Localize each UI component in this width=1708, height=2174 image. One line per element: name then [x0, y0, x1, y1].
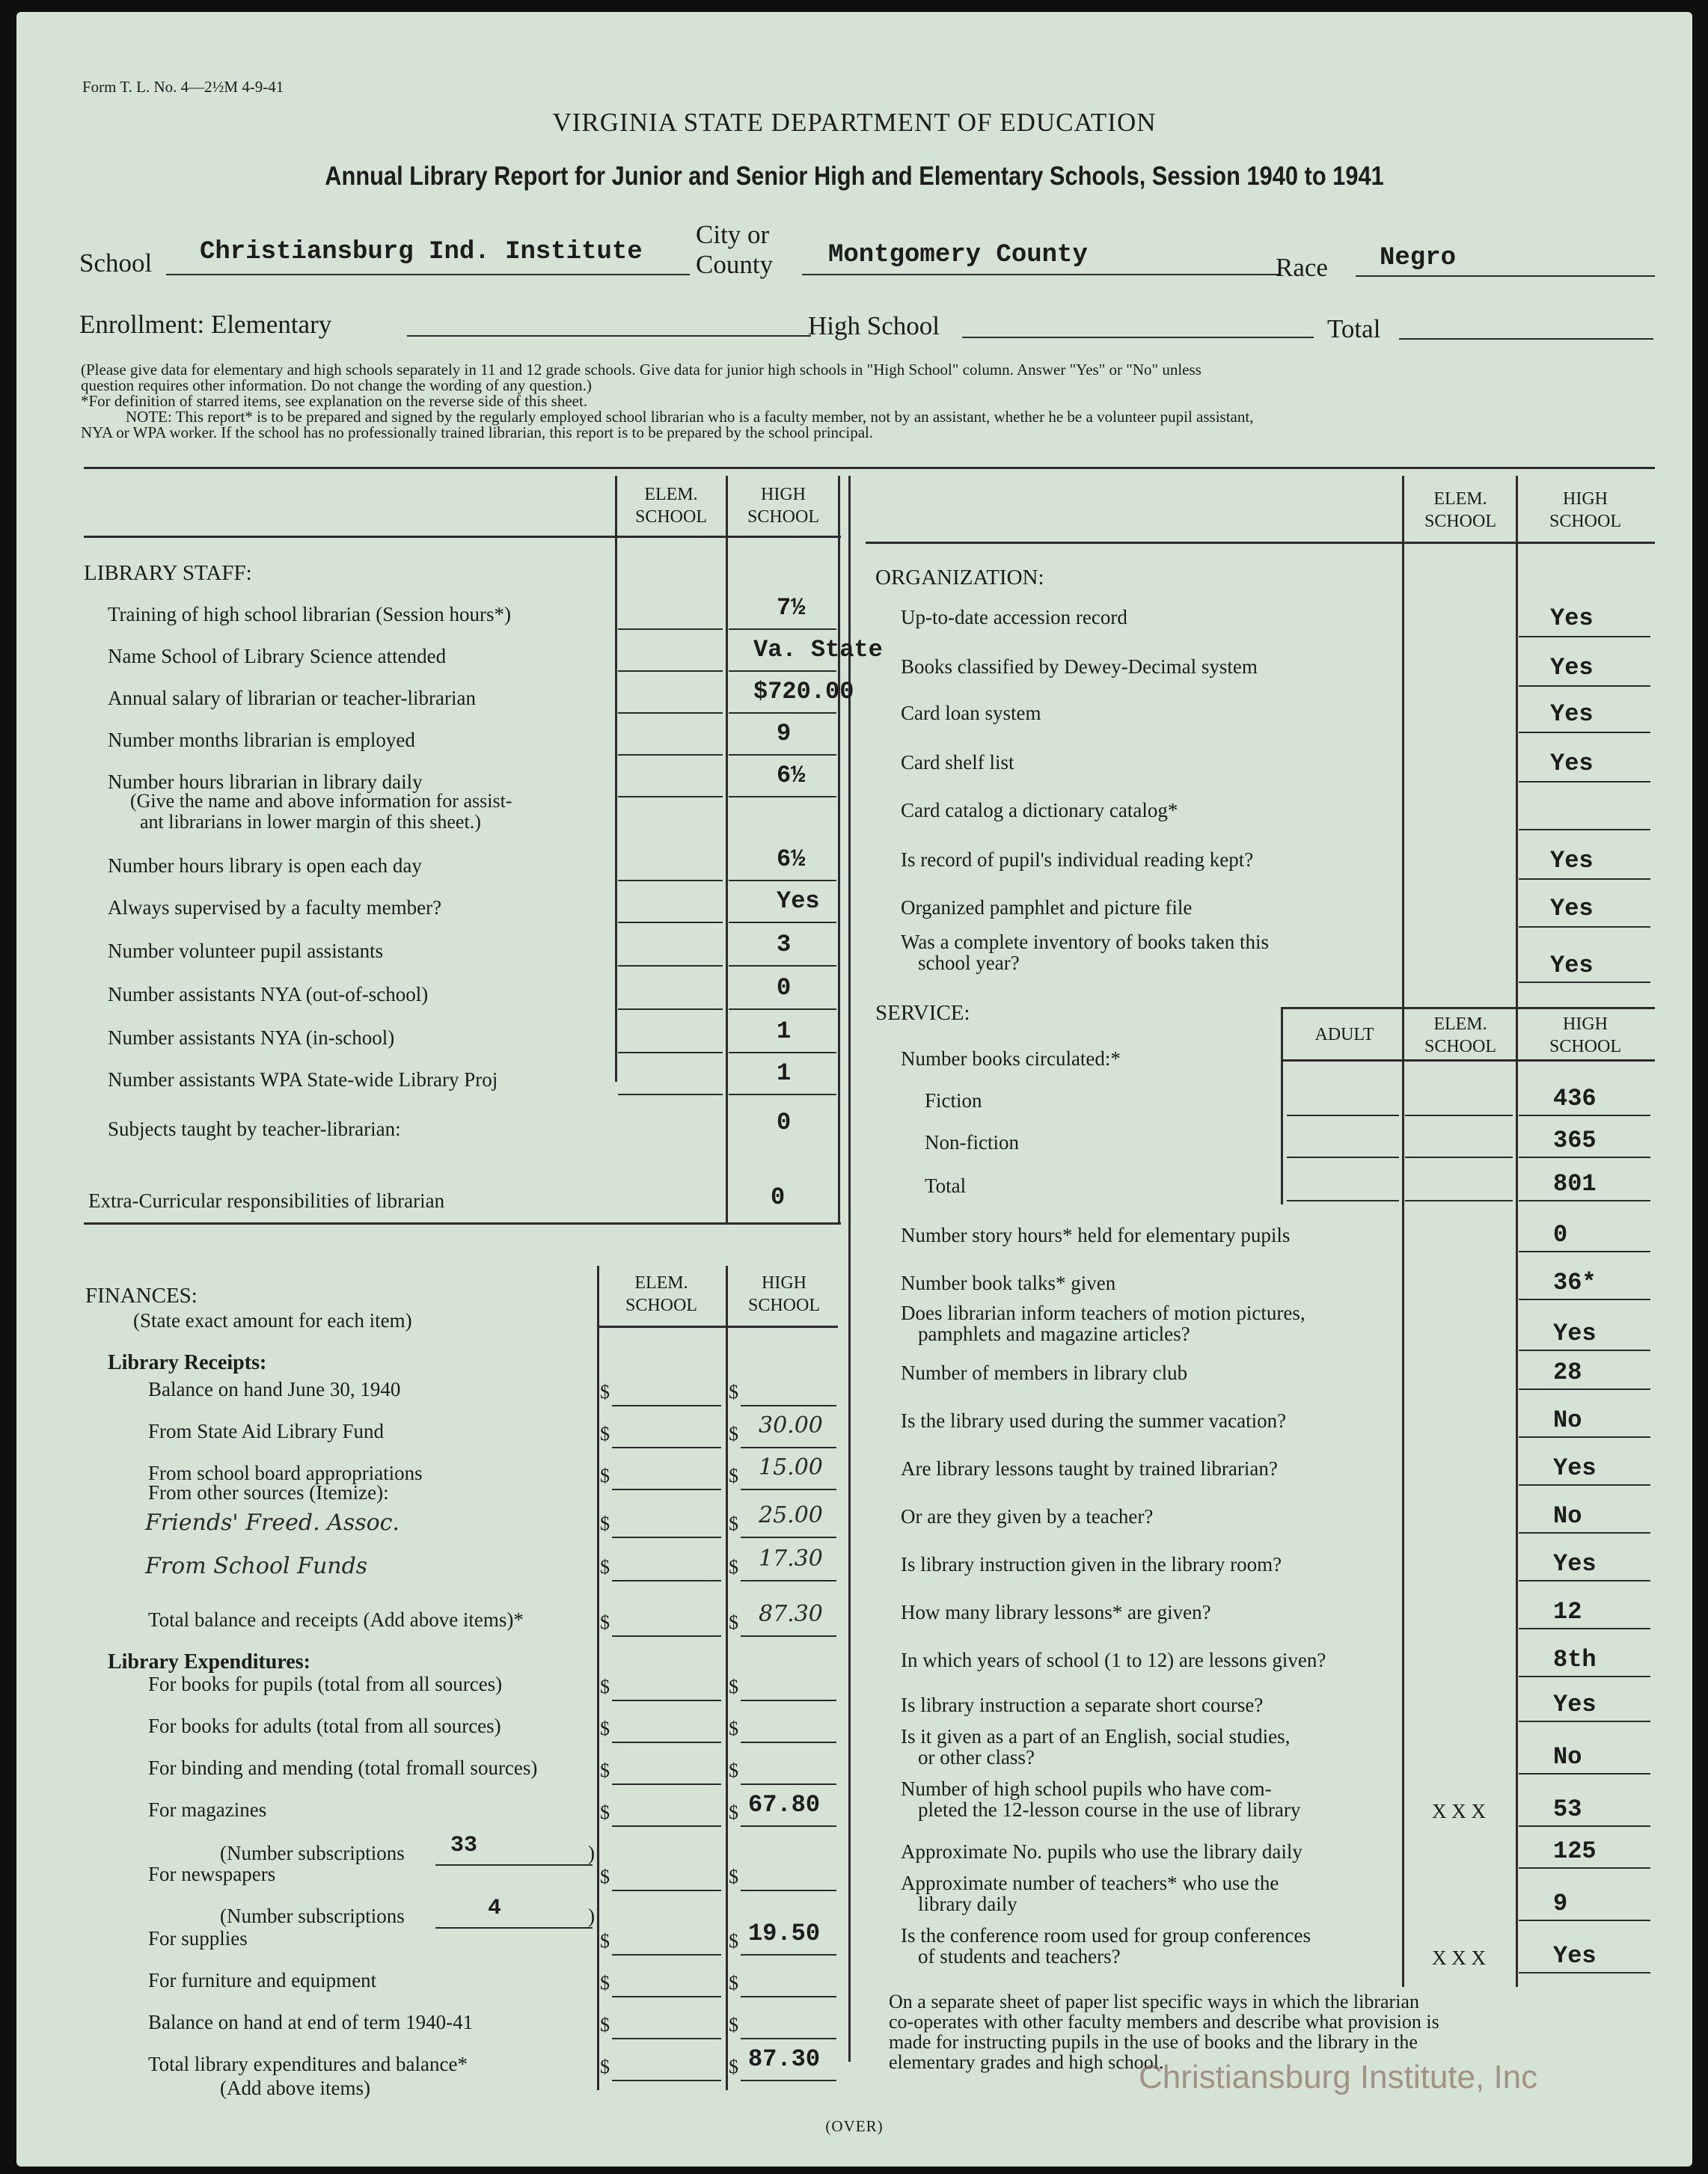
- total-receipts-label: Total balance and receipts (Add above items)*: [148, 1608, 524, 1631]
- other-source-label: Friends' Freed. Assoc.: [145, 1510, 400, 1536]
- org-row-label: Books classified by Dewey-Decimal system: [901, 655, 1258, 678]
- org-row-label: Is record of pupil's individual reading kept?: [901, 848, 1254, 871]
- high-dollar-sign: $: [729, 2014, 738, 2036]
- circulated-row-value: 436: [1553, 1085, 1597, 1112]
- high-dollar-sign: $: [729, 1866, 738, 1887]
- cell-line: [741, 1447, 836, 1448]
- service-row-label-cont: or other class?: [918, 1746, 1035, 1769]
- cell-line: [1519, 781, 1650, 783]
- circulated-row-label: Non-fiction: [925, 1131, 1019, 1154]
- service-row-label: Is it given as a part of an English, social studies,: [901, 1725, 1291, 1748]
- cell-line: [1519, 1115, 1650, 1116]
- service-row-label: Number story hours* held for elementary pupils: [901, 1224, 1291, 1246]
- cell-line: [1519, 1972, 1650, 1974]
- high-dollar-sign: $: [729, 1423, 738, 1445]
- cell-line: [1519, 685, 1650, 687]
- elem-dollar-sign: $: [600, 1423, 610, 1445]
- staff-row-label: Training of high school librarian (Session hours*): [108, 603, 511, 625]
- service-row-value: Yes: [1553, 1454, 1597, 1482]
- instructions: (Please give data for elementary and high schools separately in 11 and 12 grade schools. Give data for junior high schools in "High School" column. Answer "Yes" or "No" unless question requires other information. Do not change the wording of any question.) *For definition of starred items, see explanation on the reverse side of this sheet. NOTE: This report* is to be prepared and signed by the regularly employed school librarian who is a faculty member, not by an assistant, whether he be a volunteer pupil assistant, NYA or WPA worker. If the school has no professionally trained librarian, this report is to be prepared by the school principal.: [81, 361, 1254, 441]
- extra-curricular-label: Extra-Curricular responsibilities of librarian: [88, 1189, 445, 1212]
- total-receipts-value: 87.30: [759, 1601, 823, 1627]
- service-row-value: Yes: [1553, 1320, 1597, 1347]
- staff-row-value: 9: [777, 720, 792, 747]
- service-row-label: Number of members in library club: [901, 1362, 1188, 1384]
- cell-line: [729, 922, 836, 923]
- cell-line: [618, 1052, 723, 1053]
- finance-row-label: For binding and mending (total fromall sources): [148, 1757, 538, 1779]
- high-dollar-sign: $: [729, 1381, 738, 1403]
- cell-line: [612, 2038, 721, 2039]
- high-dollar-sign: $: [729, 2056, 738, 2077]
- cell-line: [1519, 1350, 1650, 1351]
- circulated-label: Number books circulated:*: [901, 1047, 1121, 1070]
- staff-row-label: Number assistants NYA (in-school): [108, 1026, 395, 1049]
- cell-line: [1519, 1867, 1650, 1869]
- furniture-label: For furniture and equipment: [148, 1969, 377, 1991]
- staff-row-value: 6½: [777, 762, 806, 789]
- staff-row-label: Number months librarian is employed: [108, 729, 415, 751]
- service-row-label-cont: pleted the 12-lesson course in the use of library: [918, 1798, 1301, 1821]
- staff-row-value: 0: [777, 1109, 792, 1136]
- high-dollar-sign: $: [729, 1760, 738, 1781]
- cell-line: [612, 1537, 721, 1538]
- county-label: County: [696, 250, 774, 279]
- cell-line: [1519, 1580, 1650, 1581]
- high-dollar-sign: $: [729, 1718, 738, 1739]
- cell-line: [741, 2080, 836, 2081]
- cell-line: [618, 712, 723, 714]
- news-subs-value: 4: [488, 1896, 502, 1921]
- cell-line: [612, 2080, 721, 2081]
- service-row-label: Approximate No. pupils who use the library daily: [901, 1840, 1303, 1863]
- staff-row-label: Subjects taught by teacher-librarian:: [108, 1118, 401, 1140]
- staff-row-value: Va. State: [753, 636, 883, 664]
- inventory-label-1: Was a complete inventory of books taken this: [901, 931, 1269, 953]
- circulated-row-value: 801: [1553, 1170, 1597, 1198]
- org-row-value: Yes: [1550, 847, 1594, 875]
- staff-row-value: 7½: [777, 594, 806, 622]
- total-expenditures-label: Total library expenditures and balance*: [148, 2053, 468, 2075]
- fin-elem-header: ELEM. SCHOOL: [625, 1273, 697, 1315]
- cell-line: [1519, 926, 1650, 928]
- staff-row-label: Always supervised by a faculty member?: [108, 896, 442, 919]
- org-row-label: Organized pamphlet and picture file: [901, 896, 1193, 919]
- enrollment-label: Enrollment: Elementary: [79, 310, 332, 339]
- finance-row-label: For magazines: [148, 1798, 267, 1821]
- service-row-value: 53: [1553, 1795, 1582, 1823]
- cell-line: [612, 1580, 721, 1581]
- cell-line: [729, 965, 836, 967]
- high-dollar-sign: $: [729, 1556, 738, 1578]
- elem-dollar-sign: $: [600, 1760, 610, 1781]
- school-label: School: [79, 248, 153, 278]
- cell-line: [612, 1489, 721, 1490]
- elem-dollar-sign: $: [600, 1556, 610, 1578]
- xxx-mark: X X X: [1432, 1947, 1486, 1969]
- service-row-label-cont: of students and teachers?: [918, 1945, 1121, 1968]
- staff-row-label: Number assistants WPA State-wide Library Proj: [108, 1068, 498, 1091]
- service-row-value: 36*: [1553, 1269, 1597, 1296]
- cell-line: [741, 1742, 836, 1743]
- cell-line: [741, 1580, 836, 1581]
- total-label: Total: [1327, 314, 1381, 343]
- extra-curricular-value: 0: [771, 1184, 786, 1211]
- service-row-value: 0: [1553, 1221, 1568, 1249]
- cell-line: [612, 1742, 721, 1743]
- cell-line: [741, 1783, 836, 1785]
- staff-row-label: Name School of Library Science attended: [108, 645, 447, 667]
- supplies-label: For supplies: [148, 1927, 248, 1950]
- cell-line: [1519, 1773, 1650, 1775]
- service-row-label: Approximate number of teachers* who use the: [901, 1872, 1279, 1894]
- svc-elem-header: ELEM. SCHOOL: [1424, 1014, 1496, 1056]
- race-label: Race: [1276, 253, 1328, 282]
- cell-line: [618, 754, 723, 756]
- service-row-value: No: [1553, 1743, 1582, 1771]
- fin-high-header: HIGH SCHOOL: [747, 1273, 820, 1315]
- receipts-heading: Library Receipts:: [108, 1351, 267, 1374]
- high-dollar-sign: $: [729, 1801, 738, 1823]
- cell-line: [618, 922, 723, 923]
- cell-line: [618, 1094, 723, 1095]
- other-source-label: From School Funds: [145, 1553, 368, 1579]
- report-subtitle: Annual Library Report for Junior and Senior High and Elementary Schools, Session 1940 to 1941: [325, 162, 1384, 191]
- cell-line: [1405, 1200, 1513, 1201]
- cell-line: [741, 1537, 836, 1538]
- service-row-label: Is library instruction given in the library room?: [901, 1553, 1282, 1576]
- elem-dollar-sign: $: [600, 1676, 610, 1697]
- cell-line: [741, 1996, 836, 1997]
- org-row-label: Card catalog a dictionary catalog*: [901, 799, 1178, 821]
- form-id: Form T. L. No. 4—2½M 4-9-41: [82, 78, 284, 96]
- cell-line: [612, 1783, 721, 1785]
- org-row-label: Up-to-date accession record: [901, 606, 1127, 628]
- adult-header: ADULT: [1314, 1025, 1374, 1044]
- cell-line: [729, 754, 836, 756]
- cell-line: [612, 1405, 721, 1406]
- high-dollar-sign: $: [729, 1676, 738, 1697]
- cell-line: [612, 1700, 721, 1701]
- service-row-label: Is the library used during the summer vacation?: [901, 1409, 1287, 1432]
- cell-line: [1519, 1721, 1650, 1722]
- cell-line: [741, 2038, 836, 2039]
- cell-line: [729, 796, 836, 797]
- service-row-label: Number of high school pupils who have com-: [901, 1778, 1272, 1800]
- service-row-value: No: [1553, 1406, 1582, 1434]
- inventory-label-2: school year?: [918, 952, 1020, 974]
- finance-row-label: From school board appropriations: [148, 1462, 423, 1484]
- cell-line: [618, 965, 723, 967]
- cell-line: [741, 1954, 836, 1956]
- supplies-value: 19.50: [748, 1920, 821, 1947]
- org-elem-header: ELEM. SCHOOL: [1424, 489, 1496, 531]
- service-row-value: No: [1553, 1502, 1582, 1530]
- cell-line: [741, 1635, 836, 1637]
- service-heading: SERVICE:: [875, 1001, 970, 1025]
- balance-end-label: Balance on hand at end of term 1940-41: [148, 2011, 474, 2033]
- staff-row-label: Number hours librarian in library daily: [108, 771, 423, 793]
- high-school-label: High School: [808, 311, 940, 340]
- service-row-value: 9: [1553, 1890, 1568, 1917]
- cell-line: [1519, 1532, 1650, 1534]
- cell-line: [741, 1489, 836, 1490]
- page-title: VIRGINIA STATE DEPARTMENT OF EDUCATION: [552, 108, 1157, 137]
- cell-line: [618, 1008, 723, 1010]
- service-row-label: How many library lessons* are given?: [901, 1601, 1211, 1623]
- org-row-value: Yes: [1550, 895, 1594, 922]
- high-dollar-sign: $: [729, 1465, 738, 1486]
- org-row-value: Yes: [1550, 604, 1594, 632]
- org-row-label: Card loan system: [901, 702, 1041, 724]
- elem-dollar-sign: $: [600, 1930, 610, 1952]
- library-staff-heading: LIBRARY STAFF:: [84, 561, 252, 585]
- organization-heading: ORGANIZATION:: [875, 566, 1044, 590]
- elem-dollar-sign: $: [600, 1866, 610, 1887]
- finance-row-value: 25.00: [759, 1502, 823, 1528]
- cell-line: [618, 796, 723, 797]
- elem-dollar-sign: $: [600, 1381, 610, 1403]
- cell-line: [729, 712, 836, 714]
- cell-line: [1519, 636, 1650, 637]
- cell-line: [1519, 1200, 1650, 1201]
- staff-row-value: 6½: [777, 845, 806, 873]
- high-dollar-sign: $: [729, 1930, 738, 1952]
- cell-line: [612, 1954, 721, 1956]
- cell-line: [612, 1635, 721, 1637]
- finance-row-value: 30.00: [759, 1412, 823, 1439]
- mag-subs-value: 33: [450, 1833, 478, 1858]
- elem-dollar-sign: $: [600, 1611, 610, 1633]
- service-row-value: 8th: [1553, 1646, 1597, 1674]
- cell-line: [729, 1008, 836, 1010]
- cell-line: [729, 628, 836, 630]
- cell-line: [612, 1996, 721, 1997]
- service-row-label: Is library instruction a separate short course?: [901, 1694, 1264, 1716]
- cell-line: [1519, 1920, 1650, 1921]
- other-sources-label: From other sources (Itemize):: [148, 1481, 389, 1504]
- cell-line: [1519, 1299, 1650, 1300]
- high-dollar-sign: $: [729, 1611, 738, 1633]
- cell-line: [1287, 1157, 1399, 1158]
- cell-line: [1519, 1436, 1650, 1438]
- staff-row-value: 1: [777, 1017, 792, 1045]
- school-value: Christiansburg Ind. Institute: [200, 238, 643, 266]
- high-dollar-sign: $: [729, 1513, 738, 1534]
- circulated-row-value: 365: [1553, 1127, 1597, 1154]
- elem-dollar-sign: $: [600, 2014, 610, 2036]
- staff-row-value: 3: [777, 931, 792, 958]
- finance-row-label: For books for adults (total from all sources): [148, 1715, 501, 1737]
- finances-subheading: (State exact amount for each item): [133, 1309, 412, 1332]
- svc-high-header: HIGH SCHOOL: [1549, 1014, 1621, 1056]
- staff-row-value: Yes: [777, 887, 820, 915]
- staff-row-label: Annual salary of librarian or teacher-librarian: [108, 687, 476, 709]
- cell-line: [435, 1927, 593, 1929]
- county-value: Montgomery County: [828, 241, 1088, 269]
- cell-line: [1519, 878, 1650, 880]
- cell-line: [435, 1864, 593, 1866]
- xxx-mark: X X X: [1432, 1800, 1486, 1822]
- expenditures-heading: Library Expenditures:: [108, 1650, 310, 1674]
- finance-row-value: 15.00: [759, 1454, 823, 1481]
- service-row-label: Number book talks* given: [901, 1272, 1116, 1294]
- staff-row-value: 0: [777, 974, 792, 1002]
- cell-line: [729, 1052, 836, 1053]
- cell-line: [741, 1405, 836, 1406]
- service-row-value: 12: [1553, 1598, 1582, 1626]
- org-row-value: Yes: [1550, 700, 1594, 728]
- service-row-label: Are library lessons taught by trained librarian?: [901, 1457, 1278, 1480]
- finance-row-label: For books for pupils (total from all sources): [148, 1673, 503, 1695]
- service-row-value: 125: [1553, 1837, 1597, 1865]
- cell-line: [741, 1700, 836, 1701]
- cell-line: [741, 1890, 836, 1891]
- newspapers-label: For newspapers: [148, 1863, 276, 1885]
- service-row-value: Yes: [1553, 1550, 1597, 1578]
- org-row-value: Yes: [1550, 654, 1594, 682]
- cell-line: [729, 880, 836, 881]
- finance-row-value: 17.30: [759, 1546, 823, 1572]
- org-high-header: HIGH SCHOOL: [1549, 489, 1621, 531]
- service-row-label: Is the conference room used for group conferences: [901, 1924, 1311, 1947]
- watermark: Christiansburg Institute, Inc: [1139, 2059, 1538, 2095]
- cell-line: [741, 1825, 836, 1827]
- mag-subs-label: (Number subscriptions: [220, 1842, 405, 1864]
- cell-line: [612, 1447, 721, 1448]
- org-row-label: Card shelf list: [901, 751, 1014, 774]
- service-row-value: Yes: [1553, 1942, 1597, 1970]
- service-row-value: 28: [1553, 1359, 1582, 1386]
- cell-line: [1287, 1115, 1399, 1116]
- staff-note-2: ant librarians in lower margin of this sheet.): [140, 811, 481, 833]
- finance-row-value: 67.80: [748, 1791, 821, 1819]
- high-school-header: HIGH SCHOOL: [747, 485, 819, 527]
- service-row-value: Yes: [1553, 1691, 1597, 1718]
- staff-row-label: Number hours library is open each day: [108, 854, 422, 877]
- finances-heading: FINANCES:: [85, 1284, 198, 1308]
- cell-line: [729, 1094, 836, 1095]
- service-row-label-cont: library daily: [918, 1893, 1017, 1915]
- elem-dollar-sign: $: [600, 1972, 610, 1994]
- total-exp-sub: (Add above items): [220, 2077, 370, 2099]
- high-dollar-sign: $: [729, 1972, 738, 1994]
- cell-line: [618, 670, 723, 672]
- service-row-label: Or are they given by a teacher?: [901, 1505, 1154, 1528]
- service-row-label: Does librarian inform teachers of motion pictures,: [901, 1302, 1306, 1324]
- cell-line: [729, 670, 836, 672]
- cell-line: [618, 880, 723, 881]
- cell-line: [612, 1825, 721, 1827]
- org-row-value: Yes: [1550, 750, 1594, 777]
- staff-note-1: (Give the name and above information for assist-: [130, 790, 512, 812]
- cell-line: [1519, 1388, 1650, 1390]
- news-subs-close: ): [588, 1905, 595, 1927]
- staff-row-label: Number volunteer pupil assistants: [108, 940, 384, 962]
- cell-line: [1405, 1157, 1513, 1158]
- cell-line: [1519, 1157, 1650, 1158]
- cell-line: [1519, 1825, 1650, 1827]
- cell-line: [1405, 1115, 1513, 1116]
- cell-line: [618, 628, 723, 630]
- staff-row-value: $720.00: [753, 678, 854, 705]
- cell-line: [1519, 1676, 1650, 1677]
- elem-dollar-sign: $: [600, 1465, 610, 1486]
- report-sheet: [16, 12, 1692, 2167]
- over-label: (OVER): [825, 2117, 884, 2135]
- finance-row-label: Balance on hand June 30, 1940: [148, 1378, 401, 1400]
- service-footnote: On a separate sheet of paper list specific ways in which the librarian co-operates with other faculty members and describe what provision is made for instructing pupils in the use of books and the library in the elementary grades and high school.: [889, 1991, 1439, 2073]
- finance-row-label: From State Aid Library Fund: [148, 1420, 384, 1442]
- cell-line: [1287, 1200, 1399, 1201]
- elem-school-header: ELEM. SCHOOL: [634, 485, 707, 527]
- staff-row-value: 1: [777, 1059, 792, 1087]
- race-value: Negro: [1380, 244, 1457, 272]
- elem-dollar-sign: $: [600, 1718, 610, 1739]
- inventory-value: Yes: [1550, 952, 1594, 979]
- circulated-row-label: Fiction: [925, 1089, 982, 1112]
- elem-dollar-sign: $: [600, 1801, 610, 1823]
- cell-line: [612, 1890, 721, 1891]
- cell-line: [1519, 1628, 1650, 1629]
- service-row-label-cont: pamphlets and magazine articles?: [918, 1323, 1190, 1345]
- cell-line: [1519, 829, 1650, 830]
- elem-dollar-sign: $: [600, 2056, 610, 2077]
- total-expenditures-value: 87.30: [748, 2045, 821, 2073]
- city-label: City or: [696, 220, 770, 249]
- service-row-label: In which years of school (1 to 12) are lessons given?: [901, 1649, 1326, 1671]
- elem-dollar-sign: $: [600, 1513, 610, 1534]
- cell-line: [1519, 1484, 1650, 1486]
- cell-line: [1519, 732, 1650, 733]
- mag-subs-close: ): [588, 1842, 595, 1864]
- staff-row-label: Number assistants NYA (out-of-school): [108, 983, 429, 1005]
- news-subs-label: (Number subscriptions: [220, 1905, 405, 1927]
- cell-line: [1519, 1251, 1650, 1252]
- circulated-row-label: Total: [925, 1175, 967, 1197]
